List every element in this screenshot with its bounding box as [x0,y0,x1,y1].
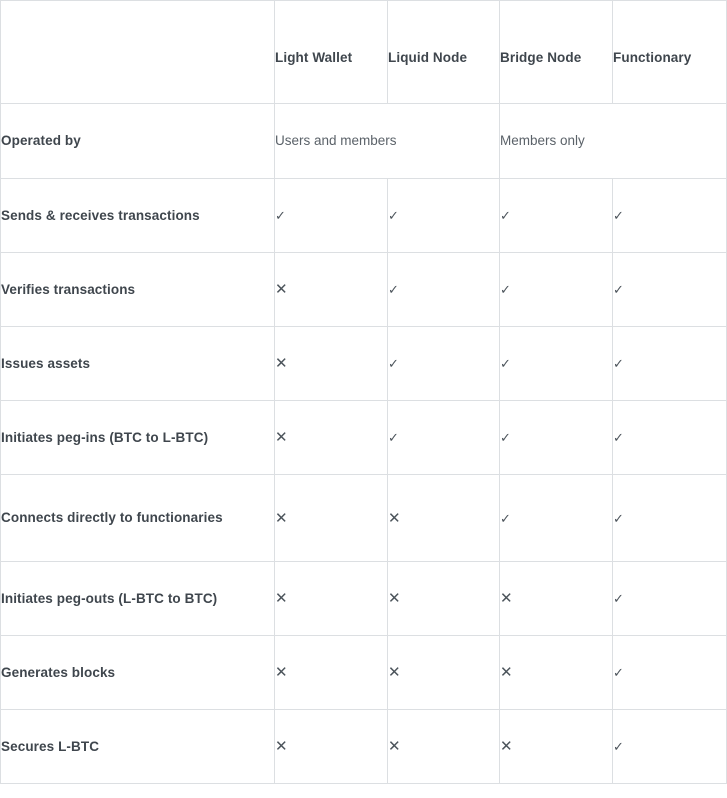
cell-check [613,636,727,710]
column-header-functionary-label: Functionary [613,49,692,65]
cell-cross [388,636,500,710]
operated-by-users-and-members: Users and members [275,104,500,179]
check-icon: ✓ [275,208,286,224]
cell-cross [275,562,388,636]
check-icon: ✓ [500,430,511,446]
cell-cross [500,562,613,636]
table-row [1,401,727,475]
cell-cross [275,401,388,475]
cell-check [500,401,613,475]
table-row [1,253,727,327]
column-header-functionary [613,1,727,104]
cross-icon: ✕ [275,429,288,447]
cell-check [613,710,727,784]
check-icon: ✓ [613,356,624,372]
cell-check [500,327,613,401]
cross-icon: ✕ [275,281,288,299]
header-corner-cell [1,1,275,104]
cell-check [500,253,613,327]
check-icon: ✓ [388,208,399,224]
check-icon: ✓ [613,430,624,446]
cross-icon: ✕ [500,590,513,608]
column-header-light-wallet-label: Light Wallet [275,49,353,65]
column-header-liquid-node [388,1,500,104]
check-icon: ✓ [500,282,511,298]
check-icon: ✓ [613,739,624,755]
cell-cross [500,710,613,784]
cell-cross [388,562,500,636]
cell-check [388,179,500,253]
check-icon: ✓ [500,208,511,224]
row-label: Connects directly to functionaries [1,475,275,562]
cross-icon: ✕ [388,590,401,608]
cross-icon: ✕ [388,509,401,527]
check-icon: ✓ [613,510,624,526]
cell-check [613,179,727,253]
table-header [1,1,727,104]
check-icon: ✓ [500,356,511,372]
column-header-light-wallet [275,1,388,104]
cell-check [388,327,500,401]
check-icon: ✓ [388,430,399,446]
row-label: Issues assets [1,327,275,401]
cell-cross [275,475,388,562]
header-row [1,1,727,104]
cross-icon: ✕ [275,355,288,373]
cross-icon: ✕ [275,738,288,756]
column-header-bridge-node-label: Bridge Node [500,49,582,65]
cell-cross [388,475,500,562]
cell-check [388,401,500,475]
table-row [1,636,727,710]
cell-check [500,179,613,253]
table-row [1,710,727,784]
cell-cross [500,636,613,710]
cell-check [613,475,727,562]
operated-by-members-only: Members only [500,104,727,179]
cell-check [500,475,613,562]
cell-check [613,253,727,327]
table-body [1,104,727,784]
cell-check [275,179,388,253]
check-icon: ✓ [613,208,624,224]
cell-cross [275,710,388,784]
cell-check [388,253,500,327]
table-row [1,104,727,179]
row-label: Sends & receives transactions [1,179,275,253]
cross-icon: ✕ [500,738,513,756]
table-row [1,475,727,562]
column-header-bridge-node [500,1,613,104]
cross-icon: ✕ [275,509,288,527]
cross-icon: ✕ [275,590,288,608]
row-label: Verifies transactions [1,253,275,327]
column-header-liquid-node-label: Liquid Node [388,49,468,65]
check-icon: ✓ [613,665,624,681]
header-corner-label [1,46,274,58]
check-icon: ✓ [500,510,511,526]
row-label: Secures L-BTC [1,710,275,784]
cell-check [613,562,727,636]
check-icon: ✓ [613,282,624,298]
cell-cross [275,253,388,327]
cell-cross [388,710,500,784]
row-label-operated-by: Operated by [1,104,275,179]
row-label: Initiates peg-outs (L-BTC to BTC) [1,562,275,636]
cross-icon: ✕ [388,738,401,756]
cell-check [613,327,727,401]
table-row [1,179,727,253]
cross-icon: ✕ [275,664,288,682]
check-icon: ✓ [613,591,624,607]
cell-check [613,401,727,475]
row-label: Generates blocks [1,636,275,710]
check-icon: ✓ [388,282,399,298]
table-row [1,562,727,636]
cross-icon: ✕ [500,664,513,682]
check-icon: ✓ [388,356,399,372]
table-row [1,327,727,401]
cross-icon: ✕ [388,664,401,682]
cell-cross [275,636,388,710]
row-label: Initiates peg-ins (BTC to L-BTC) [1,401,275,475]
cell-cross [275,327,388,401]
